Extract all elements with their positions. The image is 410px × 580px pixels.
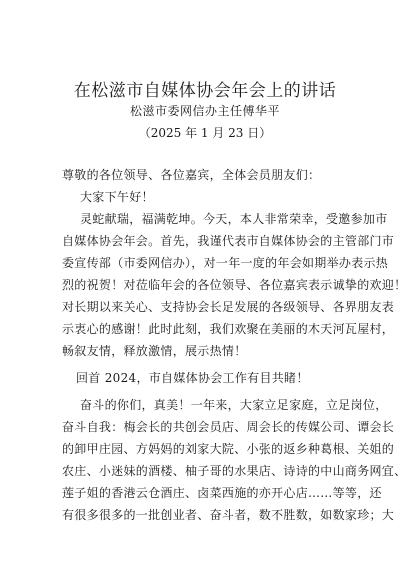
paragraph-line: 自媒体协会年会。首先，我谨代表市自媒体协会的主管部门市 <box>62 234 395 248</box>
salutation: 尊敬的各位领导、各位嘉宾，全体会员朋友们： <box>62 168 321 182</box>
greeting: 大家下午好！ <box>80 190 154 204</box>
paragraph-line: 奋斗自我：梅会长的共创会员店、周会长的传媒公司、谭会长 <box>62 420 395 434</box>
paragraph-review: 回首 2024，市自媒体协会工作有目共睹！ <box>76 371 309 385</box>
paragraph-line: 农庄、小迷妹的酒楼、柚子哥的水果店、诗诗的中山商务网宜、 <box>62 464 407 478</box>
speech-body <box>62 164 407 526</box>
paragraph-opening <box>62 208 407 362</box>
paragraph-line: 畅叙友情，释放激情，展示热情！ <box>62 344 247 358</box>
paragraph-line: 灵蛇献瑞，福满乾坤。今天，本人非常荣幸，受邀参加市 <box>80 212 388 226</box>
speaker-line: 松滋市委网信办主任傅华平 <box>129 104 280 118</box>
paragraph-line: 烈的祝贺！对莅临年会的各位领导、各位嘉宾表示诚挚的欢迎！ <box>62 278 407 292</box>
paragraph-line: 对长期以来关心、支持协会长足发展的各级领导、各界朋友表 <box>62 300 395 314</box>
paragraph-line: 奋斗的你们，真美！一年来，大家立足家庭，立足岗位， <box>80 398 388 412</box>
paragraph-line: 委宣传部（市委网信办），对一年一度的年会如期举办表示热 <box>62 256 389 270</box>
paragraph-line: 莲子姐的香港云仓酒庄、卤菜西施的亦开心店……等等，还 <box>62 486 382 500</box>
paragraph-line: 有很多很多的一批创业者、奋斗者，数不胜数，如数家珍；大 <box>62 508 395 522</box>
speech-title: 在松滋市自媒体协会年会上的讲话 <box>73 81 337 101</box>
paragraph-achievements <box>62 394 407 526</box>
paragraph-line: 的卸甲庄园、方妈妈的刘家大院、小张的返乡种葛根、关姐的 <box>62 442 395 456</box>
speech-date: （2025 年 1 月 23 日） <box>138 126 272 140</box>
paragraph-line: 示衷心的感谢！此时此刻，我们欢聚在美丽的木天河瓦屋村， <box>62 322 395 336</box>
